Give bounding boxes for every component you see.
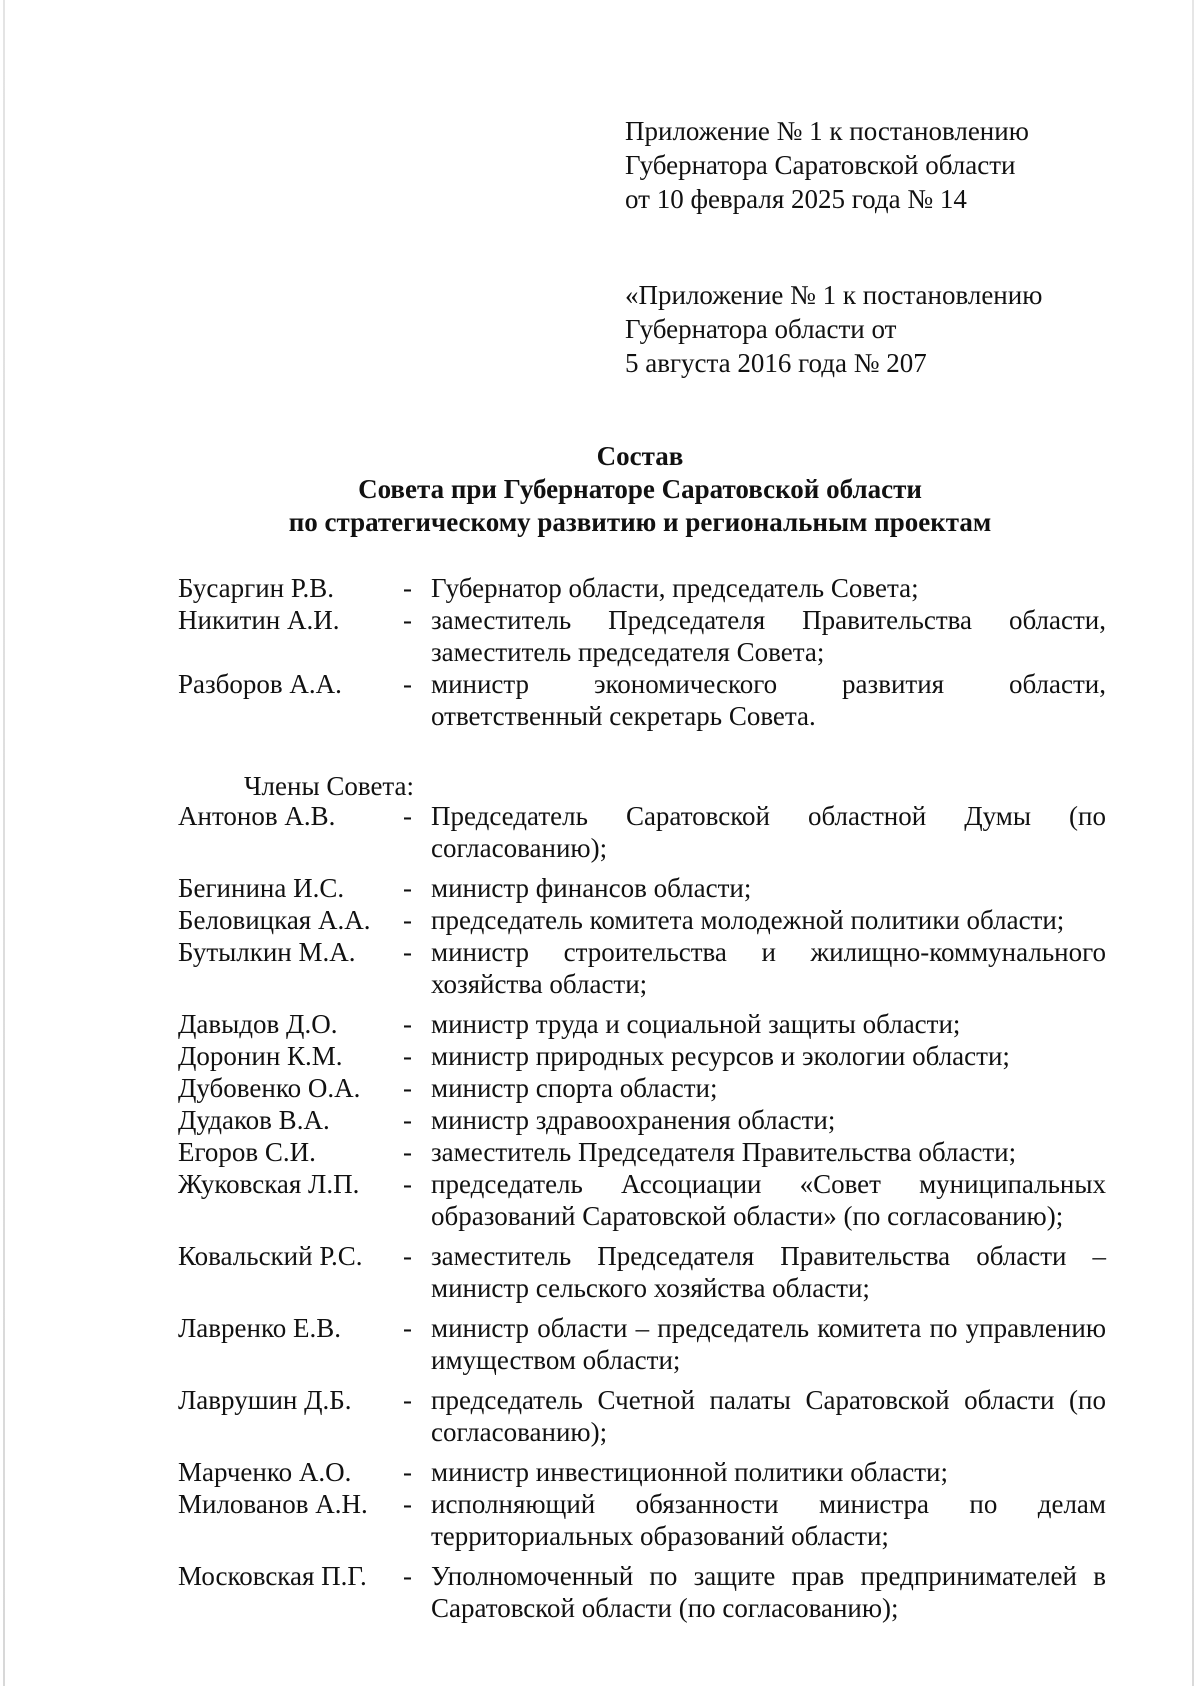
composition-row — [178, 1384, 1106, 1448]
appendix-line: Губернатора области от — [625, 314, 897, 344]
member-name: Ковальский Р.С. — [178, 1241, 363, 1271]
member-position: министр труда и социальной защиты области; — [431, 1009, 961, 1039]
dash-separator: - — [403, 1241, 412, 1271]
composition-row — [178, 872, 1106, 904]
member-position: председатель комитета молодежной политики области; — [431, 905, 1065, 935]
dash-separator: - — [403, 1313, 412, 1343]
member-name: Беловицкая А.А. — [178, 905, 371, 935]
dash-separator: - — [403, 1137, 412, 1167]
appendix-line: 5 августа 2016 года № 207 — [625, 348, 927, 378]
member-position: председатель Счетной палаты Саратовской области (по согласованию); — [431, 1385, 1106, 1447]
member-name: Егоров С.И. — [178, 1137, 316, 1167]
dash-separator: - — [403, 1561, 412, 1591]
composition-row — [178, 1008, 1106, 1040]
member-name: Антонов А.В. — [178, 801, 336, 831]
composition-row — [178, 1488, 1106, 1552]
composition-row — [178, 604, 1106, 668]
member-name: Давыдов Д.О. — [178, 1009, 338, 1039]
member-name: Доронин К.М. — [178, 1041, 343, 1071]
dash-separator: - — [403, 905, 412, 935]
dash-separator: - — [403, 937, 412, 967]
member-name: Бегинина И.С. — [178, 873, 345, 903]
member-name: Бусаргин Р.В. — [178, 573, 335, 603]
appendix-line: Губернатора Саратовской области — [625, 150, 1016, 180]
members-list — [178, 800, 1106, 1624]
dash-separator: - — [403, 1073, 412, 1103]
quoted-appendix-header — [625, 278, 1042, 380]
member-name: Дубовенко О.А. — [178, 1073, 361, 1103]
member-name: Бутылкин М.А. — [178, 937, 356, 967]
title-line: Состав — [596, 441, 684, 471]
member-position: министр финансов области; — [431, 873, 752, 903]
composition-row — [178, 1560, 1106, 1624]
member-position: заместитель Председателя Правительства области – министр сельского хозяйства области; — [431, 1241, 1106, 1303]
dash-separator: - — [403, 1489, 412, 1519]
member-position: заместитель Председателя Правительства области, заместитель председателя Совета; — [431, 605, 1106, 667]
member-position: министр природных ресурсов и экологии области; — [431, 1041, 1010, 1071]
dash-separator: - — [403, 801, 412, 831]
members-heading: Члены Совета: — [244, 771, 415, 801]
composition-row — [178, 1136, 1106, 1168]
member-name: Жуковская Л.П. — [178, 1169, 360, 1199]
member-name: Никитин А.И. — [178, 605, 340, 635]
member-position: исполняющий обязанности министра по делам территориальных образований области; — [431, 1489, 1106, 1551]
dash-separator: - — [403, 669, 412, 699]
member-position: министр области – председатель комитета по управлению имуществом области; — [431, 1313, 1106, 1375]
member-name: Милованов А.Н. — [178, 1489, 368, 1519]
composition-row — [178, 1240, 1106, 1304]
member-name: Лаврушин Д.Б. — [178, 1385, 352, 1415]
dash-separator: - — [403, 605, 412, 635]
member-position: министр строительства и жилищно-коммунального хозяйства области; — [431, 937, 1106, 999]
title-line: Совета при Губернаторе Саратовской области — [358, 474, 922, 504]
leadership-list — [178, 572, 1106, 732]
member-position: заместитель Председателя Правительства области; — [431, 1137, 1017, 1167]
dash-separator: - — [403, 573, 412, 603]
appendix-line: от 10 февраля 2025 года № 14 — [625, 184, 967, 214]
dash-separator: - — [403, 873, 412, 903]
member-name: Дудаков В.А. — [178, 1105, 330, 1135]
composition-row — [178, 572, 1106, 604]
dash-separator: - — [403, 1169, 412, 1199]
title-line: по стратегическому развитию и региональным проектам — [288, 507, 992, 537]
member-name: Лавренко Е.В. — [178, 1313, 341, 1343]
member-position: министр экономического развития области, ответственный секретарь Совета. — [431, 669, 1106, 731]
scan-edge-left — [3, 0, 5, 1686]
member-position: министр здравоохранения области; — [431, 1105, 836, 1135]
scan-edge-right — [1192, 0, 1194, 1686]
member-position: Председатель Саратовской областной Думы (по согласованию); — [431, 801, 1106, 863]
composition-row — [178, 800, 1106, 864]
appendix-line: Приложение № 1 к постановлению — [625, 116, 1029, 146]
member-name: Марченко А.О. — [178, 1457, 352, 1487]
composition-row — [178, 1040, 1106, 1072]
appendix-line: «Приложение № 1 к постановлению — [625, 280, 1043, 310]
dash-separator: - — [403, 1105, 412, 1135]
composition-row — [178, 904, 1106, 936]
member-position: Губернатор области, председатель Совета; — [431, 573, 919, 603]
dash-separator: - — [403, 1041, 412, 1071]
dash-separator: - — [403, 1385, 412, 1415]
composition-row — [178, 668, 1106, 732]
dash-separator: - — [403, 1009, 412, 1039]
composition-row — [178, 1072, 1106, 1104]
member-name: Разборов А.А. — [178, 669, 342, 699]
composition-row — [178, 1456, 1106, 1488]
member-position: Уполномоченный по защите прав предпринимателей в Саратовской области (по согласованию); — [431, 1561, 1106, 1623]
composition-row — [178, 1168, 1106, 1232]
composition-row — [178, 936, 1106, 1000]
member-position: министр инвестиционной политики области; — [431, 1457, 949, 1487]
member-name: Московская П.Г. — [178, 1561, 367, 1591]
dash-separator: - — [403, 1457, 412, 1487]
document-title — [0, 440, 1200, 539]
member-position: министр спорта области; — [431, 1073, 718, 1103]
composition-row — [178, 1312, 1106, 1376]
composition-row — [178, 1104, 1106, 1136]
appendix-header — [625, 114, 1029, 216]
member-position: председатель Ассоциации «Совет муниципальных образований Саратовской области» (по согласованию); — [431, 1169, 1106, 1231]
